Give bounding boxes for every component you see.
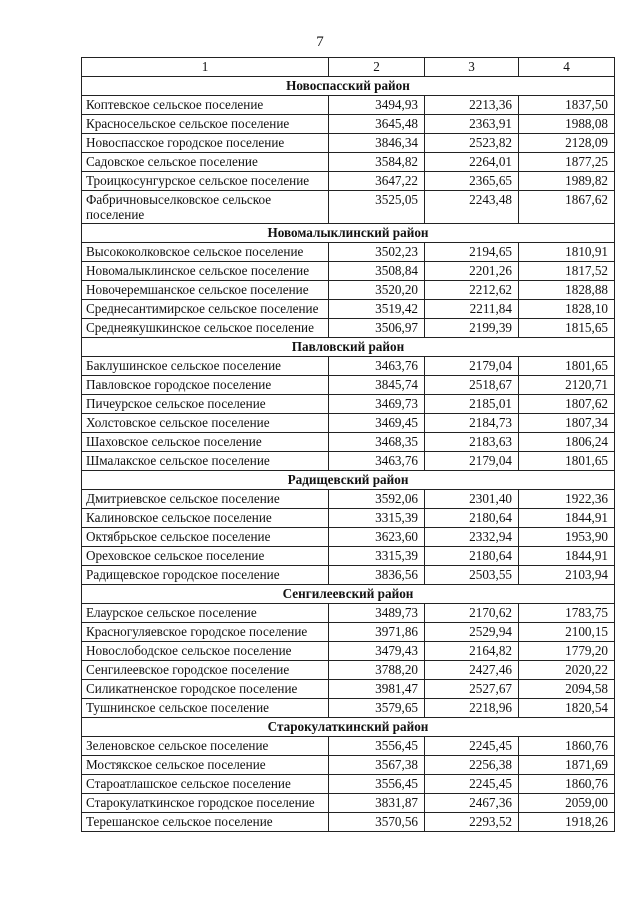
section-title: Старокулаткинский район [82, 718, 615, 737]
value-cell-col4: 2094,58 [519, 680, 615, 699]
table-row [82, 490, 615, 509]
value-cell-col3: 2467,36 [425, 794, 519, 813]
value-cell-col2: 3469,45 [329, 414, 425, 433]
value-cell-col2: 3647,22 [329, 172, 425, 191]
header-cell-1: 1 [82, 58, 329, 77]
value-cell-col3: 2170,62 [425, 604, 519, 623]
settlement-name-cell: Красносельское сельское поселение [82, 115, 329, 134]
value-cell-col2: 3570,56 [329, 813, 425, 832]
value-cell-col4: 2020,22 [519, 661, 615, 680]
table-row [82, 794, 615, 813]
value-cell-col4: 1844,91 [519, 547, 615, 566]
value-cell-col3: 2332,94 [425, 528, 519, 547]
value-cell-col2: 3315,39 [329, 547, 425, 566]
table-row [82, 376, 615, 395]
value-cell-col2: 3567,38 [329, 756, 425, 775]
section-header-row [82, 718, 615, 737]
settlement-name-cell: Силикатненское городское поселение [82, 680, 329, 699]
value-cell-col2: 3556,45 [329, 775, 425, 794]
value-cell-col4: 1807,62 [519, 395, 615, 414]
table-row [82, 172, 615, 191]
table-row [82, 813, 615, 832]
section-header-row [82, 77, 615, 96]
section-title: Павловский район [82, 338, 615, 357]
value-cell-col2: 3468,35 [329, 433, 425, 452]
value-cell-col2: 3845,74 [329, 376, 425, 395]
value-cell-col4: 1837,50 [519, 96, 615, 115]
value-cell-col2: 3479,43 [329, 642, 425, 661]
value-cell-col2: 3506,97 [329, 319, 425, 338]
value-cell-col2: 3645,48 [329, 115, 425, 134]
section-title: Радищевский район [82, 471, 615, 490]
settlement-name-cell: Высококолковское сельское поселение [82, 243, 329, 262]
value-cell-col4: 1989,82 [519, 172, 615, 191]
value-cell-col2: 3579,65 [329, 699, 425, 718]
value-cell-col4: 2128,09 [519, 134, 615, 153]
value-cell-col3: 2180,64 [425, 547, 519, 566]
table-body [82, 58, 615, 832]
value-cell-col3: 2518,67 [425, 376, 519, 395]
table-row [82, 699, 615, 718]
value-cell-col2: 3520,20 [329, 281, 425, 300]
value-cell-col3: 2194,65 [425, 243, 519, 262]
value-cell-col3: 2164,82 [425, 642, 519, 661]
settlement-name-cell: Новочеремшанское сельское поселение [82, 281, 329, 300]
value-cell-col4: 1815,65 [519, 319, 615, 338]
value-cell-col4: 1871,69 [519, 756, 615, 775]
value-cell-col3: 2293,52 [425, 813, 519, 832]
header-cell-4: 4 [519, 58, 615, 77]
value-cell-col3: 2179,04 [425, 452, 519, 471]
section-title: Новоспасский район [82, 77, 615, 96]
settlement-name-cell: Среднесантимирское сельское поселение [82, 300, 329, 319]
value-cell-col3: 2201,26 [425, 262, 519, 281]
value-cell-col4: 1810,91 [519, 243, 615, 262]
table-row [82, 509, 615, 528]
settlement-name-cell: Садовское сельское поселение [82, 153, 329, 172]
table-row [82, 319, 615, 338]
header-cell-2: 2 [329, 58, 425, 77]
settlement-name-cell: Коптевское сельское поселение [82, 96, 329, 115]
table-row [82, 604, 615, 623]
value-cell-col4: 1953,90 [519, 528, 615, 547]
settlement-name-cell: Зеленовское сельское поселение [82, 737, 329, 756]
value-cell-col2: 3981,47 [329, 680, 425, 699]
value-cell-col4: 1801,65 [519, 452, 615, 471]
value-cell-col2: 3519,42 [329, 300, 425, 319]
settlement-name-cell: Старокулаткинское городское поселение [82, 794, 329, 813]
value-cell-col4: 1877,25 [519, 153, 615, 172]
table-row [82, 756, 615, 775]
settlement-name-cell: Калиновское сельское поселение [82, 509, 329, 528]
value-cell-col2: 3831,87 [329, 794, 425, 813]
value-cell-col3: 2218,96 [425, 699, 519, 718]
value-cell-col4: 2103,94 [519, 566, 615, 585]
settlement-name-cell: Октябрьское сельское поселение [82, 528, 329, 547]
table-row [82, 262, 615, 281]
value-cell-col4: 2100,15 [519, 623, 615, 642]
section-header-row [82, 338, 615, 357]
table-row [82, 134, 615, 153]
value-cell-col2: 3463,76 [329, 452, 425, 471]
value-cell-col4: 1779,20 [519, 642, 615, 661]
value-cell-col4: 1783,75 [519, 604, 615, 623]
value-cell-col2: 3469,73 [329, 395, 425, 414]
value-cell-col3: 2199,39 [425, 319, 519, 338]
settlement-name-cell: Троицкосунгурское сельское поселение [82, 172, 329, 191]
table-row [82, 414, 615, 433]
value-cell-col2: 3584,82 [329, 153, 425, 172]
value-cell-col3: 2256,38 [425, 756, 519, 775]
table-row [82, 661, 615, 680]
value-cell-col4: 1801,65 [519, 357, 615, 376]
table-row [82, 433, 615, 452]
value-cell-col3: 2185,01 [425, 395, 519, 414]
settlement-name-cell: Фабричновыселковское сельское поселение [82, 191, 329, 224]
value-cell-col3: 2180,64 [425, 509, 519, 528]
value-cell-col4: 1807,34 [519, 414, 615, 433]
value-cell-col3: 2523,82 [425, 134, 519, 153]
value-cell-col2: 3463,76 [329, 357, 425, 376]
value-cell-col3: 2179,04 [425, 357, 519, 376]
tariff-table [81, 57, 615, 832]
settlement-name-cell: Елаурское сельское поселение [82, 604, 329, 623]
table-row [82, 566, 615, 585]
value-cell-col3: 2212,62 [425, 281, 519, 300]
table-row [82, 680, 615, 699]
settlement-name-cell: Новомалыклинское сельское поселение [82, 262, 329, 281]
table-row [82, 243, 615, 262]
settlement-name-cell: Радищевское городское поселение [82, 566, 329, 585]
table-row [82, 452, 615, 471]
settlement-name-cell: Пичеурское сельское поселение [82, 395, 329, 414]
table-row [82, 642, 615, 661]
table-row [82, 115, 615, 134]
page-number: 7 [316, 34, 324, 50]
settlement-name-cell: Шмалакское сельское поселение [82, 452, 329, 471]
table-row [82, 281, 615, 300]
table-row [82, 547, 615, 566]
value-cell-col4: 1820,54 [519, 699, 615, 718]
value-cell-col3: 2529,94 [425, 623, 519, 642]
value-cell-col4: 1806,24 [519, 433, 615, 452]
value-cell-col4: 1844,91 [519, 509, 615, 528]
section-title: Новомалыклинский район [82, 224, 615, 243]
table-row [82, 395, 615, 414]
value-cell-col3: 2363,91 [425, 115, 519, 134]
settlement-name-cell: Красногуляевское городское поселение [82, 623, 329, 642]
value-cell-col2: 3315,39 [329, 509, 425, 528]
table-row [82, 300, 615, 319]
section-header-row [82, 224, 615, 243]
table-row [82, 623, 615, 642]
section-header-row [82, 471, 615, 490]
value-cell-col4: 1918,26 [519, 813, 615, 832]
value-cell-col2: 3525,05 [329, 191, 425, 224]
value-cell-col2: 3623,60 [329, 528, 425, 547]
settlement-name-cell: Новослободское сельское поселение [82, 642, 329, 661]
settlement-name-cell: Павловское городское поселение [82, 376, 329, 395]
value-cell-col3: 2243,48 [425, 191, 519, 224]
value-cell-col3: 2211,84 [425, 300, 519, 319]
value-cell-col3: 2184,73 [425, 414, 519, 433]
settlement-name-cell: Холстовское сельское поселение [82, 414, 329, 433]
value-cell-col4: 1828,10 [519, 300, 615, 319]
settlement-name-cell: Ореховское сельское поселение [82, 547, 329, 566]
value-cell-col4: 2059,00 [519, 794, 615, 813]
settlement-name-cell: Баклушинское сельское поселение [82, 357, 329, 376]
value-cell-col3: 2245,45 [425, 737, 519, 756]
value-cell-col2: 3508,84 [329, 262, 425, 281]
section-header-row [82, 585, 615, 604]
value-cell-col2: 3836,56 [329, 566, 425, 585]
settlement-name-cell: Новоспасское городское поселение [82, 134, 329, 153]
section-title: Сенгилеевский район [82, 585, 615, 604]
value-cell-col3: 2264,01 [425, 153, 519, 172]
table-row [82, 96, 615, 115]
table-row [82, 357, 615, 376]
value-cell-col3: 2245,45 [425, 775, 519, 794]
value-cell-col3: 2183,63 [425, 433, 519, 452]
value-cell-col3: 2503,55 [425, 566, 519, 585]
settlement-name-cell: Среднеякушкинское сельское поселение [82, 319, 329, 338]
value-cell-col2: 3556,45 [329, 737, 425, 756]
value-cell-col2: 3971,86 [329, 623, 425, 642]
settlement-name-cell: Терешанское сельское поселение [82, 813, 329, 832]
settlement-name-cell: Староатлашское сельское поселение [82, 775, 329, 794]
value-cell-col4: 1828,88 [519, 281, 615, 300]
settlement-name-cell: Мостякское сельское поселение [82, 756, 329, 775]
header-cell-3: 3 [425, 58, 519, 77]
value-cell-col2: 3489,73 [329, 604, 425, 623]
value-cell-col4: 1867,62 [519, 191, 615, 224]
value-cell-col3: 2365,65 [425, 172, 519, 191]
value-cell-col2: 3494,93 [329, 96, 425, 115]
table-row [82, 153, 615, 172]
value-cell-col4: 1817,52 [519, 262, 615, 281]
value-cell-col3: 2301,40 [425, 490, 519, 509]
table-row [82, 737, 615, 756]
table-row [82, 528, 615, 547]
settlement-name-cell: Шаховское сельское поселение [82, 433, 329, 452]
settlement-name-cell: Тушнинское сельское поселение [82, 699, 329, 718]
value-cell-col3: 2213,36 [425, 96, 519, 115]
value-cell-col2: 3502,23 [329, 243, 425, 262]
value-cell-col2: 3846,34 [329, 134, 425, 153]
value-cell-col4: 1860,76 [519, 737, 615, 756]
header-row [82, 58, 615, 77]
value-cell-col4: 1860,76 [519, 775, 615, 794]
value-cell-col2: 3788,20 [329, 661, 425, 680]
table-row [82, 191, 615, 224]
table-row [82, 775, 615, 794]
settlement-name-cell: Дмитриевское сельское поселение [82, 490, 329, 509]
value-cell-col4: 1922,36 [519, 490, 615, 509]
value-cell-col4: 1988,08 [519, 115, 615, 134]
value-cell-col4: 2120,71 [519, 376, 615, 395]
settlement-name-cell: Сенгилеевское городское поселение [82, 661, 329, 680]
value-cell-col3: 2527,67 [425, 680, 519, 699]
value-cell-col3: 2427,46 [425, 661, 519, 680]
value-cell-col2: 3592,06 [329, 490, 425, 509]
